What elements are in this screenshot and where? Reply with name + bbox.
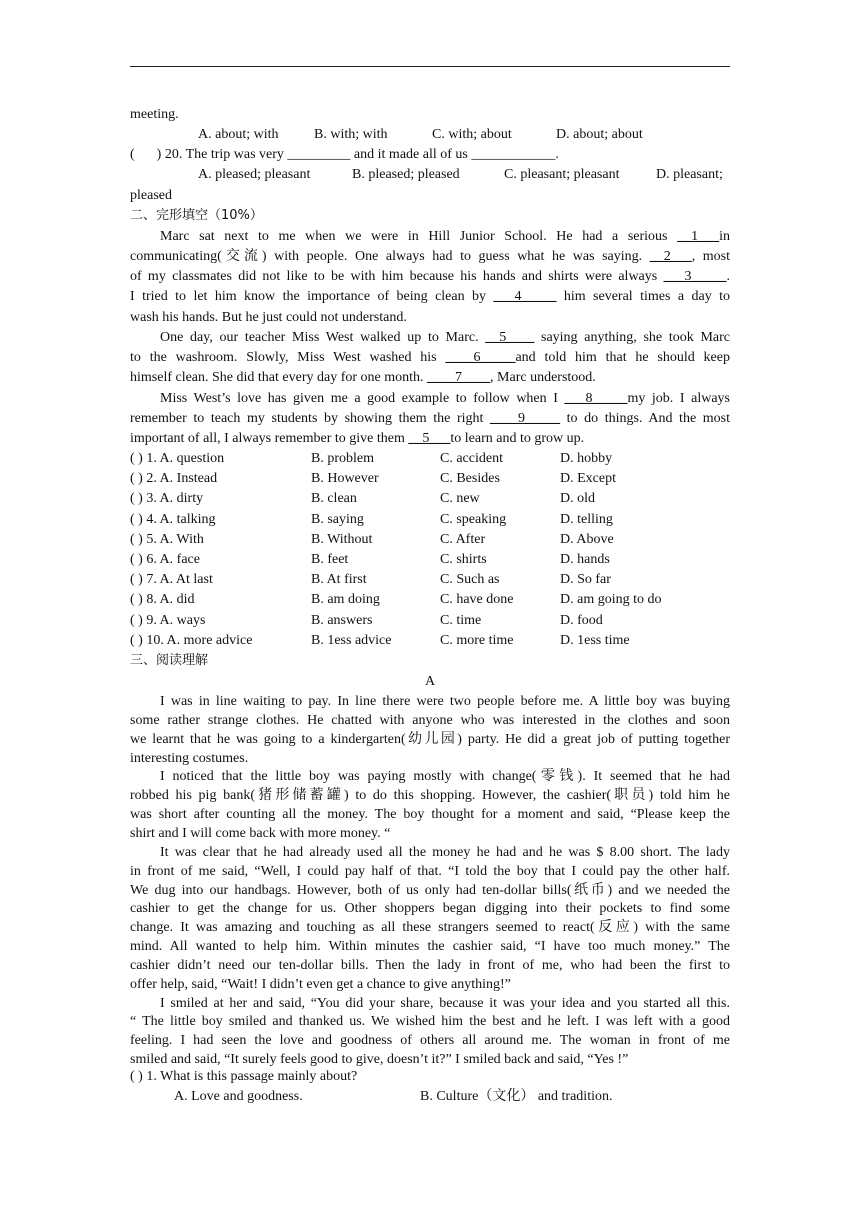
q20-option-b: B. pleased; pleased [352,167,460,182]
cloze-question-row [130,590,730,610]
question-number-a: ( ) 9. A. ways [130,612,206,628]
passage-line: we learnt that he was going to a kindergarten(幼儿园) party. He did a great job of putting together [130,731,730,747]
option-b: B. Without [311,531,373,547]
reading-q1-option-a: A. Love and goodness. [174,1089,303,1104]
reading-q1-options [130,1087,730,1107]
passage-line: We dug into our handbags. However, both of us only had ten-dollar bills(纸币) and we needed the [130,882,730,898]
cloze-question-row [130,449,730,469]
passage-line: cashier to get the change for us. Other shoppers began digging into their pockets to find some [130,901,730,917]
option-b: B. answers [311,612,373,628]
option-d: D. am going to do [560,592,662,608]
cloze-question-row [130,570,730,590]
passage-line: I smiled at her and said, “You did your share, because it was your idea and you started all this. [160,995,730,1011]
option-d: D. hands [560,552,610,567]
option-b: B. 1ess advice [311,632,392,648]
cloze-question-row [130,611,730,631]
section2-heading: 二、完形填空（10%） [130,208,263,223]
passage-line: feeling. I had seen the love and goodness of others all around me. The woman in front of me [130,1033,730,1049]
question-number-a: ( ) 3. A. dirty [130,491,204,507]
cloze-question-row [130,489,730,509]
option-c: C. shirts [440,552,487,567]
option-b: B. At first [311,572,367,588]
passage-line: robbed his pig bank(猪形储蓄罐) to do this shopping. However, the cashier(职员) told him he [130,788,730,804]
cloze-line: of my classmates did not like to be with him because his hands and shirts were always ___3_____. [130,269,730,284]
option-d: D. So far [560,572,611,588]
question-number-a: ( ) 8. A. did [130,592,195,608]
q19-option-c: C. with; about [432,127,512,142]
cloze-line: wash his hands. But he just could not understand. [130,310,407,325]
option-d: D. old [560,491,595,507]
passage-line: It was clear that he had already used all the money he had and he was $ 8.00 short. The lady [160,844,730,860]
passage-label: A [424,674,436,689]
question-number-a: ( ) 1. A. question [130,451,225,466]
cloze-line: important of all, I always remember to give them __5___to learn and to grow up. [130,431,585,446]
option-b: B. However [311,471,379,487]
option-d: D. 1ess time [560,632,630,648]
q20-option-d: D. pleasant; [656,167,723,182]
option-c: C. time [440,612,482,628]
q19-option-b: B. with; with [314,127,388,142]
cloze-question-row [130,631,730,651]
option-d: D. Except [560,471,616,487]
cloze-line: to the washroom. Slowly, Miss West washed his ____6_____and told him that he should keep [130,350,730,365]
q19-continuation: meeting. [130,107,179,122]
passage-line: I noticed that the little boy was paying mostly with change(零钱). It seemed that he had [160,769,730,785]
question-number-a: ( ) 7. A. At last [130,572,213,588]
cloze-line: remember to teach my students by showing them the right ____9_____ to do things. And the most [130,411,730,426]
section3-heading: 三、阅读理解 [130,653,209,668]
cloze-line: Miss West’s love has given me a good example to follow when I ___8_____my job. I always [160,391,730,406]
option-b: B. clean [311,491,357,507]
q20-text: ) 20. The trip was very _________ and it made all of us ____________. [156,147,559,162]
passage-line: in front of me said, “Well, I could pay half of that. “I told the boy that I could pay the other half. [130,863,730,879]
question-number-a: ( ) 2. A. Instead [130,471,218,487]
option-c: C. Such as [440,572,500,588]
reading-question-1: ( ) 1. What is this passage mainly about? [130,1069,358,1084]
q20-option-c: C. pleasant; pleasant [504,167,620,182]
passage-line: change. It was amazing and touching as all these strangers seemed to react(反应) with the same [130,920,730,936]
option-c: C. new [440,491,480,507]
q19-options [130,125,730,145]
option-b: B. feet [311,552,349,567]
question-number-a: ( ) 10. A. more advice [130,632,253,648]
option-d: D. hobby [560,451,613,466]
q19-option-a: A. about; with [198,127,279,142]
q20-continuation: pleased [130,188,172,203]
cloze-line: communicating(交流) with people. One always had to guess what he was saying. __2___, most [130,249,730,264]
cloze-line: Marc sat next to me when we were in Hill Junior School. He had a serious __1___in [160,229,730,244]
cloze-question-row [130,469,730,489]
q20-paren: ( [130,147,135,162]
option-b: B. problem [311,451,374,466]
passage-line: offer help, said, “Wait! I didn’t even get a chance to give anything!” [130,976,511,992]
q19-option-d: D. about; about [556,127,643,142]
passage-line: some rather strange clothes. He chatted with anyone who was interested in the clothes and soon [130,712,730,728]
cloze-question-row [130,550,730,570]
passage-line: cashier didn’t need our ten-dollar bills. Then the lady in front of me, who had been the first to [130,957,730,973]
cloze-line: himself clean. She did that every day for one month. ____7____, Marc understood. [130,370,596,385]
option-c: C. Besides [440,471,500,487]
passage-line: was short after counting all the money. The boy thought for a moment and said, “Please keep the [130,807,730,823]
header-rule [130,66,730,67]
option-d: D. food [560,612,603,628]
passage-line: I was in line waiting to pay. In line there were two people before me. A little boy was buying [160,694,730,709]
q20-question [130,145,730,165]
option-b: B. am doing [311,592,380,608]
passage-line: “ The little boy smiled and thanked us. We wished him the best and he left. I was left with a good [130,1014,730,1030]
option-c: C. After [440,531,486,547]
cloze-question-row [130,530,730,550]
option-c: C. have done [440,592,514,608]
passage-line: smiled and said, “It surely feels good to give, doesn’t it?” I smiled back and said, “Yes !” [130,1052,629,1068]
passage-line: shirt and I will come back with more money. “ [130,825,391,841]
option-c: C. speaking [440,511,507,527]
question-number-a: ( ) 4. A. talking [130,511,216,527]
question-number-a: ( ) 6. A. face [130,552,200,567]
passage-line: interesting costumes. [130,750,249,766]
option-c: C. more time [440,632,514,648]
reading-q1-option-b: B. Culture（文化） and tradition. [420,1089,613,1104]
cloze-line: I tried to let him know the importance of being clean by ___4_____ him several times a day to [130,289,730,304]
passage-line: mind. All wanted to help him. Within minutes the cashier said, “I have too much money.” The [130,939,730,955]
option-d: D. Above [560,531,614,547]
cloze-line: One day, our teacher Miss West walked up to Marc. __5____ saying anything, she took Marc [160,330,730,345]
option-b: B. saying [311,511,364,527]
cloze-question-row [130,510,730,530]
q20-options [130,165,730,185]
question-number-a: ( ) 5. A. With [130,531,204,547]
option-c: C. accident [440,451,503,466]
option-d: D. telling [560,511,613,527]
q20-option-a: A. pleased; pleasant [198,167,311,182]
